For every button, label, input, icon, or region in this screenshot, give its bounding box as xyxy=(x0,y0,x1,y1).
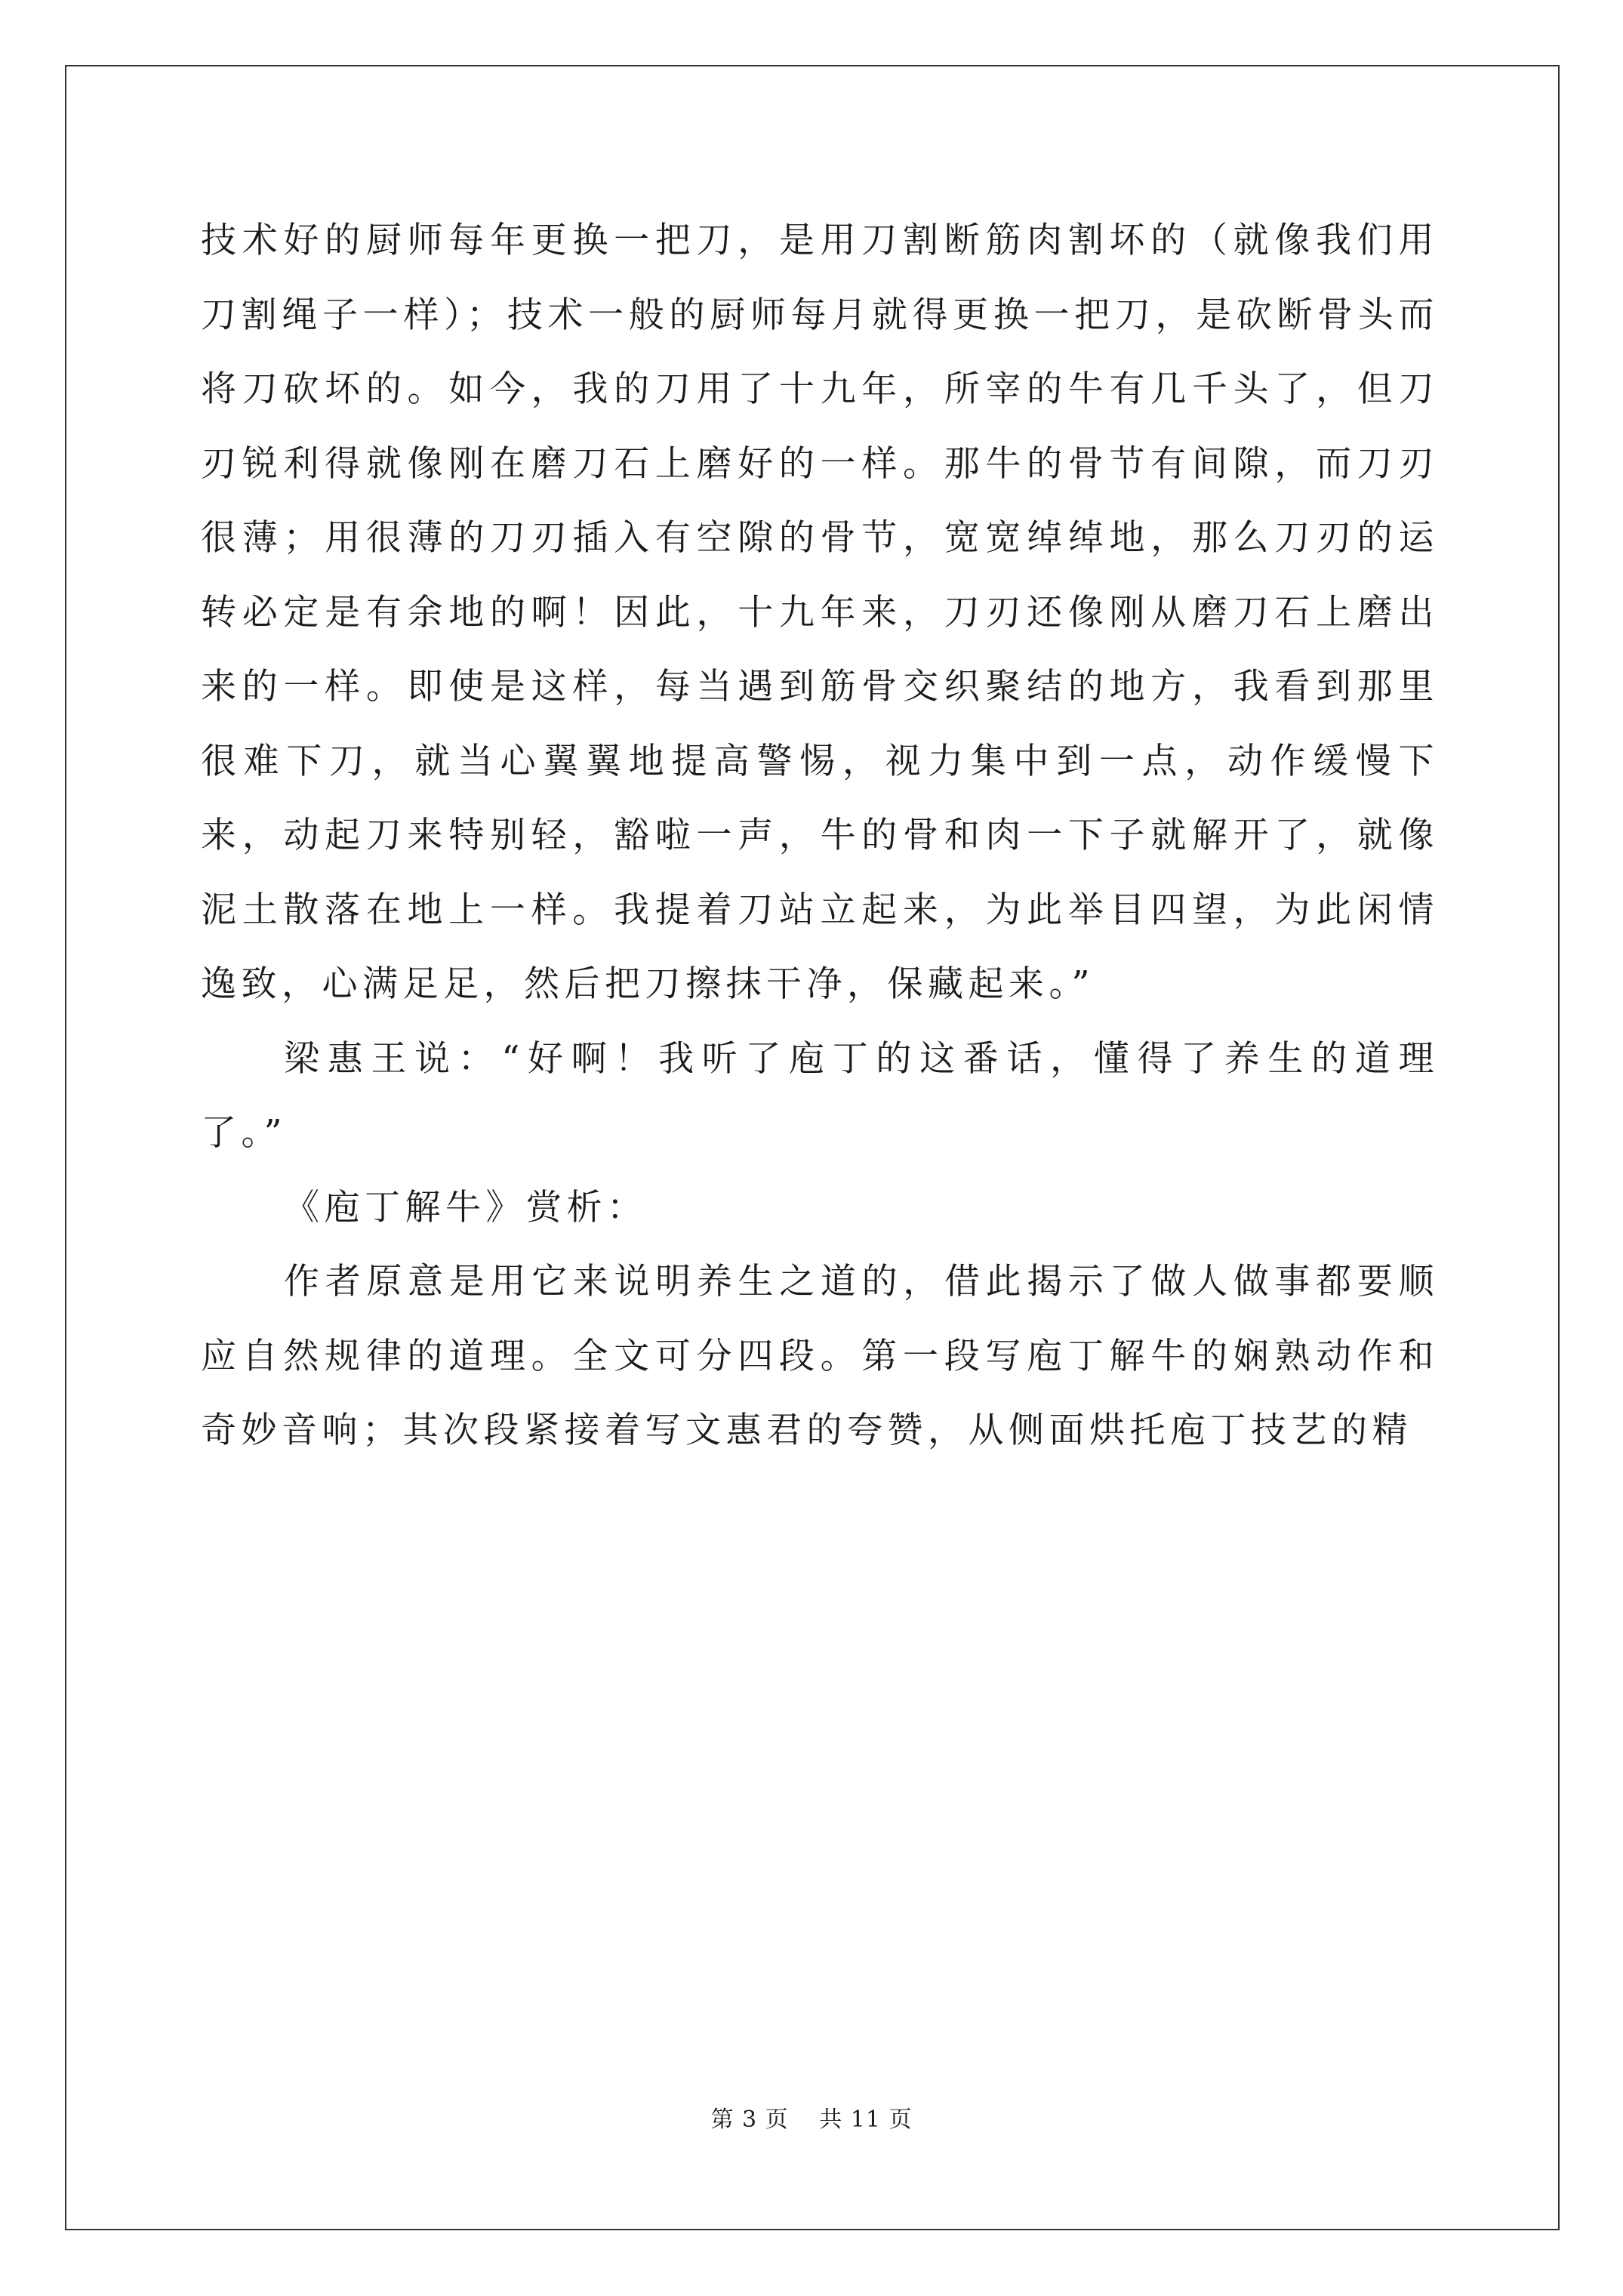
page-footer xyxy=(0,2105,1623,2135)
body-paragraph-2: 梁惠王说：“好啊！我听了庖丁的这番话，懂得了养生的道理了。” xyxy=(201,1037,1439,1154)
page-total: 共 11 页 xyxy=(819,2106,913,2133)
document-body xyxy=(201,204,1439,1469)
body-paragraph-1: 技术好的厨师每年更换一把刀，是用刀割断筋肉割坏的（就像我们用刀割绳子一样）；技术一般的厨师每月就得更换一把刀，是砍断骨头而将刀砍坏的。如今，我的刀用了十九年，所宰的牛有几千头了，但刀刃锐利得就像刚在磨刀石上磨好的一样。那牛的骨节有间隙，而刀刃很薄；用很薄的刀刃插入有空隙的骨节，宽宽绰绰地，那么刀刃的运转必定是有余地的啊！因此，十九年来，刀刃还像刚从磨刀石上磨出来的一样。即使是这样，每当遇到筋骨交织聚结的地方，我看到那里很难下刀，就当心翼翼地提高警惕，视力集中到一点，动作缓慢下来，动起刀来特别轻，豁啦一声，牛的骨和肉一下子就解开了，就像泥土散落在地上一样。我提着刀站立起来，为此举目四望，为此闲情逸致，心满足足，然后把刀擦抹干净，保藏起来。” xyxy=(201,220,1439,1005)
page-number: 第 3 页 xyxy=(710,2106,789,2133)
body-paragraph-3: 作者原意是用它来说明养生之道的，借此揭示了做人做事都要顺应自然规律的道理。全文可分四段。第一段写庖丁解牛的娴熟动作和奇妙音响；其次段紧接着写文惠君的夸赞，从侧面烘托庖丁技艺的精 xyxy=(201,1261,1439,1451)
section-heading: 《庖丁解牛》赏析： xyxy=(284,1186,648,1228)
